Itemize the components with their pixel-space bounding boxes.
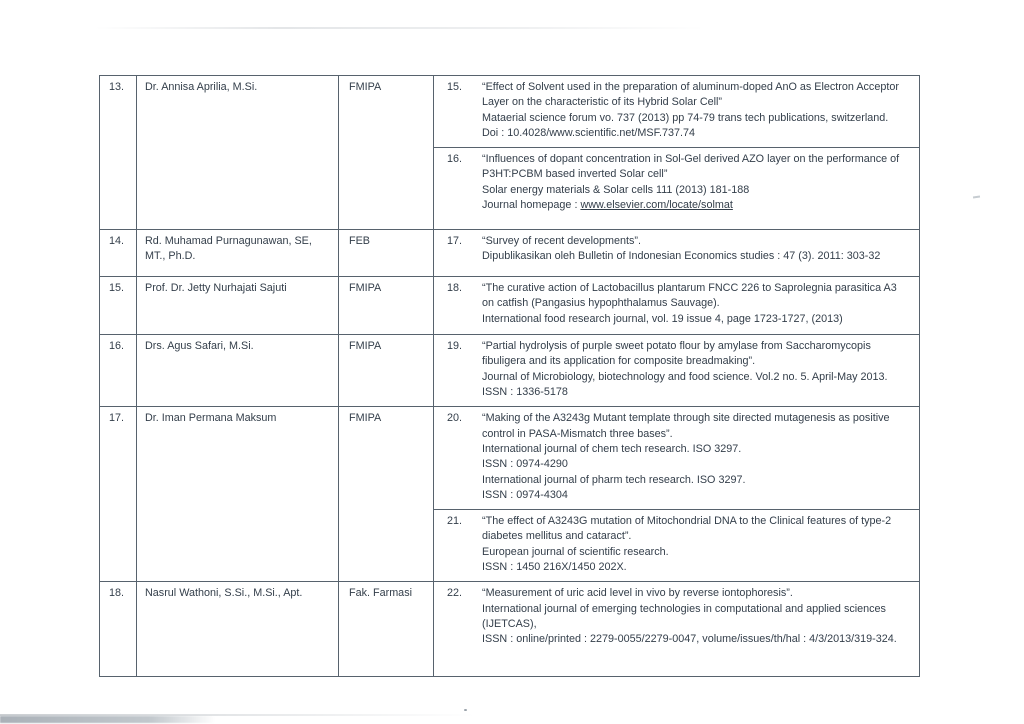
publication-line: European journal of scientific research.: [482, 545, 669, 558]
table-row: [100, 334, 919, 406]
publication-number: 17.: [447, 235, 463, 248]
faculty-name: Fak. Farmasi: [339, 582, 434, 676]
table-row: [100, 581, 919, 676]
publication-line: International food research journal, vol. 19 issue 4, page 1723-1727, (2013): [482, 312, 843, 325]
publication-line: Mataerial science forum vo. 737 (2013) pp 74-79 trans tech publications, switzerland.: [482, 111, 889, 124]
publication-line: “Partial hydrolysis of purple sweet potato flour by amylase from Saccharomycopis fibuligera and its application for composite breadmaking”.: [482, 340, 871, 368]
publication-text: [482, 234, 909, 265]
publication-text: [482, 80, 909, 141]
publication-entry: [434, 277, 919, 333]
table-row: [100, 406, 919, 581]
publications-cell: [434, 76, 919, 229]
table-row: [100, 276, 919, 334]
publication-line: [482, 198, 909, 213]
publication-text: [482, 339, 909, 400]
publication-line: Solar energy materials & Solar cells 111 (2013) 181-188: [482, 183, 750, 196]
faculty-name: FMIPA: [339, 76, 434, 229]
row-number: 15.: [100, 277, 137, 334]
publication-entry: [434, 407, 919, 509]
publication-text: [482, 411, 909, 503]
publication-number: 21.: [447, 515, 463, 528]
publication-line: “The curative action of Lactobacillus plantarum FNCC 226 to Saprolegnia parasitica A3 on catfish (Pangasius hypophthalamus Sauvage).: [482, 282, 897, 310]
faculty-name: FEB: [339, 230, 434, 276]
publication-line: “Survey of recent developments”.: [482, 235, 642, 248]
lecturer-name: Drs. Agus Safari, M.Si.: [137, 335, 339, 406]
publication-line: “Influences of dopant concentration in Sol-Gel derived AZO layer on the performance of P3HT:PCBM based inverted Solar cell”: [482, 153, 900, 181]
publication-line: “Measurement of uric acid level in vivo by reverse iontophoresis”.: [482, 587, 793, 600]
lecturer-publications-table: [99, 75, 920, 677]
publication-line: International journal of pharm tech research. ISO 3297.: [482, 473, 746, 486]
table-row: [100, 229, 919, 276]
publication-line: ISSN : online/printed : 2279-0055/2279-0047, volume/issues/th/hal : 4/3/2013/319-324.: [482, 633, 897, 646]
publication-number: 20.: [447, 412, 463, 425]
journal-homepage-link: www.elsevier.com/locate/solmat: [580, 199, 733, 212]
publication-text: [482, 514, 909, 575]
faculty-name: FMIPA: [339, 407, 434, 581]
publication-line: International journal of emerging technologies in computational and applied sciences (IJETCAS),: [482, 602, 886, 630]
publication-line: ISSN : 1336-5178: [482, 386, 568, 399]
publication-number: 16.: [447, 153, 463, 166]
publications-cell: [434, 335, 919, 406]
publication-entry: [434, 230, 919, 271]
publication-line: ISSN : 0974-4290: [482, 458, 568, 471]
publication-line: International journal of chem tech research. ISO 3297.: [482, 442, 742, 455]
publications-cell: [434, 277, 919, 334]
row-number: 17.: [100, 407, 137, 581]
publications-cell: [434, 230, 919, 276]
publication-line: “The effect of A3243G mutation of Mitochondrial DNA to the Clinical features of type-2 diabetes mellitus and cataract”.: [482, 515, 892, 543]
publication-line: Dipublikasikan oleh Bulletin of Indonesian Economics studies : 47 (3). 2011: 303-32: [482, 250, 881, 263]
lecturer-name: Dr. Iman Permana Maksum: [137, 407, 339, 581]
lecturer-name: Dr. Annisa Aprilia, M.Si.: [137, 76, 339, 229]
publication-line: ISSN : 0974-4304: [482, 488, 568, 501]
lecturer-name: Rd. Muhamad Purnagunawan, SE, MT., Ph.D.: [137, 230, 339, 276]
table-row: [100, 76, 919, 229]
publication-entry: [434, 509, 919, 581]
scan-speck: [973, 196, 980, 199]
link-prefix: Journal homepage :: [482, 199, 581, 212]
publication-entry: [434, 335, 919, 406]
publication-entry: [434, 76, 919, 147]
publication-line: “Making of the A3243g Mutant template through site directed mutagenesis as positive control in PASA-Mismatch three bases”.: [482, 412, 890, 440]
publication-line: ISSN : 1450 216X/1450 202X.: [482, 561, 627, 574]
lecturer-name: Nasrul Wathoni, S.Si., M.Si., Apt.: [137, 582, 339, 676]
publication-number: 19.: [447, 340, 463, 353]
publication-number: 15.: [447, 81, 463, 93]
publication-line: “Effect of Solvent used in the preparation of aluminum-doped AnO as Electron Acceptor Layer on the characteristic of its Hybrid Solar Cell”: [482, 81, 899, 109]
publications-cell: [434, 407, 919, 581]
row-number: 18.: [100, 582, 137, 676]
publications-cell: [434, 582, 919, 676]
publication-entry: [434, 582, 919, 653]
publication-text: [482, 586, 909, 647]
scan-speck: [464, 709, 467, 711]
publication-line: Journal of Microbiology, biotechnology and food science. Vol.2 no. 5. April-May 2013.: [482, 370, 888, 383]
publication-line: Doi : 10.4028/www.scientific.net/MSF.737.74: [482, 126, 696, 139]
scan-smudge-top: [95, 27, 705, 29]
publication-text: [482, 152, 909, 223]
faculty-name: FMIPA: [339, 277, 434, 334]
publication-number: 18.: [447, 282, 463, 295]
lecturer-name: Prof. Dr. Jetty Nurhajati Sajuti: [137, 277, 339, 334]
row-number: 13.: [100, 76, 137, 229]
faculty-name: FMIPA: [339, 335, 434, 406]
row-number: 16.: [100, 335, 137, 406]
publication-entry: [434, 147, 919, 229]
publication-text: [482, 281, 909, 327]
row-number: 14.: [100, 230, 137, 276]
publication-number: 22.: [447, 587, 463, 600]
scan-artifact-strip: [0, 716, 215, 723]
